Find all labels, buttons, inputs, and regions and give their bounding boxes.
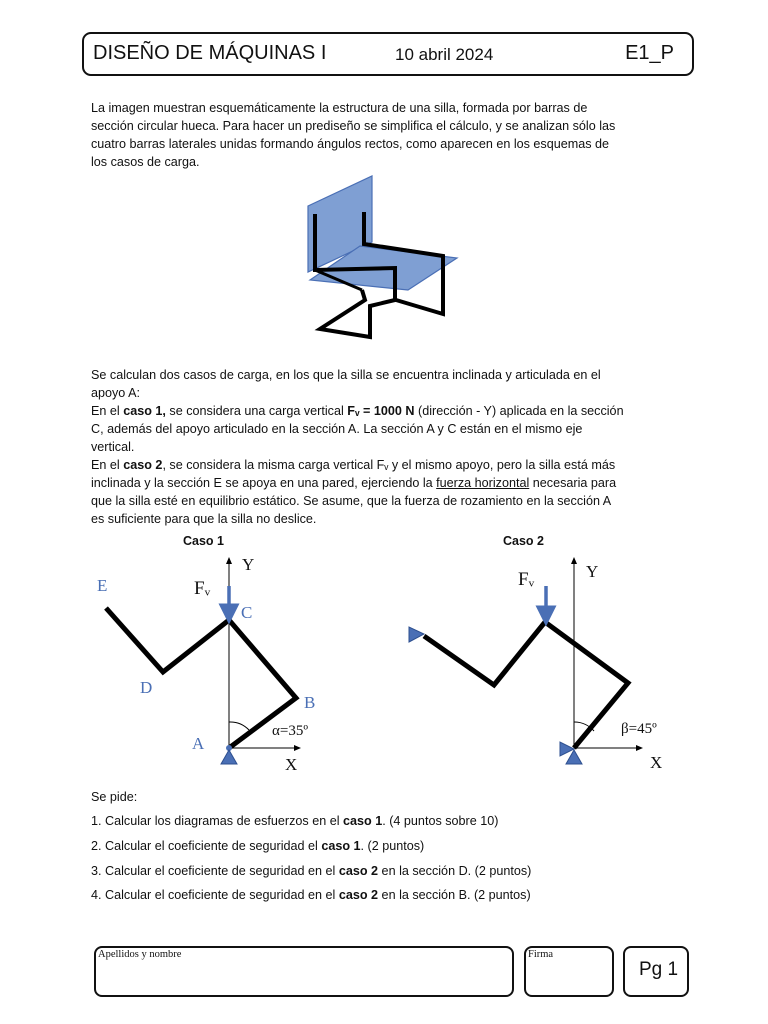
text-run: inclinada y la sección E se apoya en una pared, ejerciendo la bbox=[91, 476, 437, 490]
case1-axis-x: X bbox=[285, 755, 298, 774]
case2-line-c: que la silla esté en equilibrio estático. Se asume, que la fuerza de rozamiento en la sección A bbox=[91, 494, 612, 508]
section-label-b: B bbox=[304, 693, 316, 712]
intro-line: cuatro barras laterales unidas formando ángulos rectos, como aparecen en los esquemas de bbox=[91, 137, 610, 151]
text-run: 4. Calcular el coeficiente de seguridad en el bbox=[91, 888, 339, 902]
exam-date: 10 abril 2024 bbox=[395, 45, 494, 64]
text-run-bold: caso 1 bbox=[321, 839, 361, 853]
case1-line-b: C, además del apoyo articulado en la sección A. La sección A y C están en el mismo eje bbox=[91, 422, 583, 436]
text-run-underlined: fuerza horizontal bbox=[436, 476, 530, 490]
course-title: DISEÑO DE MÁQUINAS I bbox=[93, 42, 327, 64]
exam-code: E1_P bbox=[625, 42, 674, 64]
case2-angle-label: β=45º bbox=[621, 721, 657, 737]
case2-force-label: Fᵥ bbox=[518, 569, 535, 590]
name-field-box[interactable] bbox=[94, 946, 514, 997]
intro-line: La imagen muestran esquemáticamente la estructura de una silla, formada por barras de bbox=[91, 101, 588, 115]
case1-axis-y: Y bbox=[242, 555, 255, 574]
case1-angle-label: α=35º bbox=[272, 723, 308, 739]
text-run: en la sección B. (2 puntos) bbox=[378, 888, 531, 902]
text-run: se considera una carga vertical bbox=[165, 404, 348, 418]
angle-arc bbox=[229, 722, 249, 730]
section-label-c: C bbox=[241, 603, 253, 622]
text-run: necesaria para bbox=[529, 476, 617, 490]
case1-force-label: Fᵥ bbox=[194, 578, 211, 599]
case2-diagram bbox=[400, 552, 670, 782]
force-value: Fᵥ = 1000 N bbox=[347, 404, 415, 418]
intro-paragraph bbox=[91, 99, 677, 171]
cases-line: Se calculan dos casos de carga, en los que la silla se encuentra inclinada y articulada en el bbox=[91, 368, 601, 382]
questions-intro: Se pide: bbox=[91, 790, 138, 804]
case2-line-d: es suficiente para que la silla no deslice. bbox=[91, 512, 317, 526]
case2-caption: Caso 2 bbox=[503, 534, 544, 548]
text-run-bold: caso 2 bbox=[338, 864, 379, 878]
chair-frame bbox=[106, 608, 296, 748]
section-label-d: D bbox=[140, 678, 153, 697]
text-run: En el bbox=[91, 404, 124, 418]
pin-support-icon bbox=[221, 750, 237, 764]
name-field-label: Apellidos y nombre bbox=[98, 949, 182, 960]
signature-box[interactable] bbox=[524, 946, 614, 997]
cases-line: apoyo A: bbox=[91, 386, 141, 400]
case2-line-b bbox=[91, 474, 677, 492]
question-item bbox=[91, 839, 424, 853]
text-run-bold: caso 2 bbox=[123, 458, 163, 472]
case1-line-c: vertical. bbox=[91, 440, 135, 454]
text-run: 3. Calcular el coeficiente de seguridad en el bbox=[91, 864, 339, 878]
text-run: , se considera la misma carga vertical Fᵥ y el mismo apoyo, pero la silla está más bbox=[162, 458, 616, 472]
chair-illustration bbox=[300, 172, 460, 344]
intro-line: los casos de carga. bbox=[91, 155, 200, 169]
question-item bbox=[91, 888, 531, 902]
chair-frame bbox=[424, 622, 628, 748]
case1-line-a bbox=[91, 402, 677, 420]
text-run: En el bbox=[91, 458, 124, 472]
text-run: (dirección - Y) aplicada en la sección bbox=[414, 404, 624, 418]
text-run-bold: caso 2 bbox=[338, 888, 379, 902]
intro-line: sección circular hueca. Para hacer un prediseño se simplifica el cálculo, y se analizan sólo las bbox=[91, 119, 616, 133]
section-label-a: A bbox=[192, 734, 205, 753]
text-run: . (2 puntos) bbox=[360, 839, 425, 853]
page-number: Pg 1 bbox=[639, 959, 679, 980]
text-run: en la sección D. (2 puntos) bbox=[378, 864, 532, 878]
cases-paragraph bbox=[91, 366, 677, 528]
text-run: 1. Calcular los diagramas de esfuerzos en el bbox=[91, 814, 344, 828]
case2-axis-y: Y bbox=[586, 562, 599, 581]
text-run: . (4 puntos sobre 10) bbox=[382, 814, 499, 828]
question-item bbox=[91, 814, 498, 828]
page-number-box bbox=[623, 946, 689, 997]
text-run-bold: caso 1, bbox=[123, 404, 166, 418]
text-run-bold: caso 1 bbox=[343, 814, 383, 828]
case2-axis-x: X bbox=[650, 753, 663, 772]
section-label-e: E bbox=[97, 576, 108, 595]
wall-support-icon bbox=[409, 627, 424, 642]
question-item bbox=[91, 864, 531, 878]
text-run: 2. Calcular el coeficiente de seguridad el bbox=[91, 839, 322, 853]
case1-caption: Caso 1 bbox=[183, 534, 224, 548]
case2-line-a bbox=[91, 456, 677, 474]
signature-label: Firma bbox=[528, 949, 554, 960]
header-box bbox=[82, 32, 694, 76]
